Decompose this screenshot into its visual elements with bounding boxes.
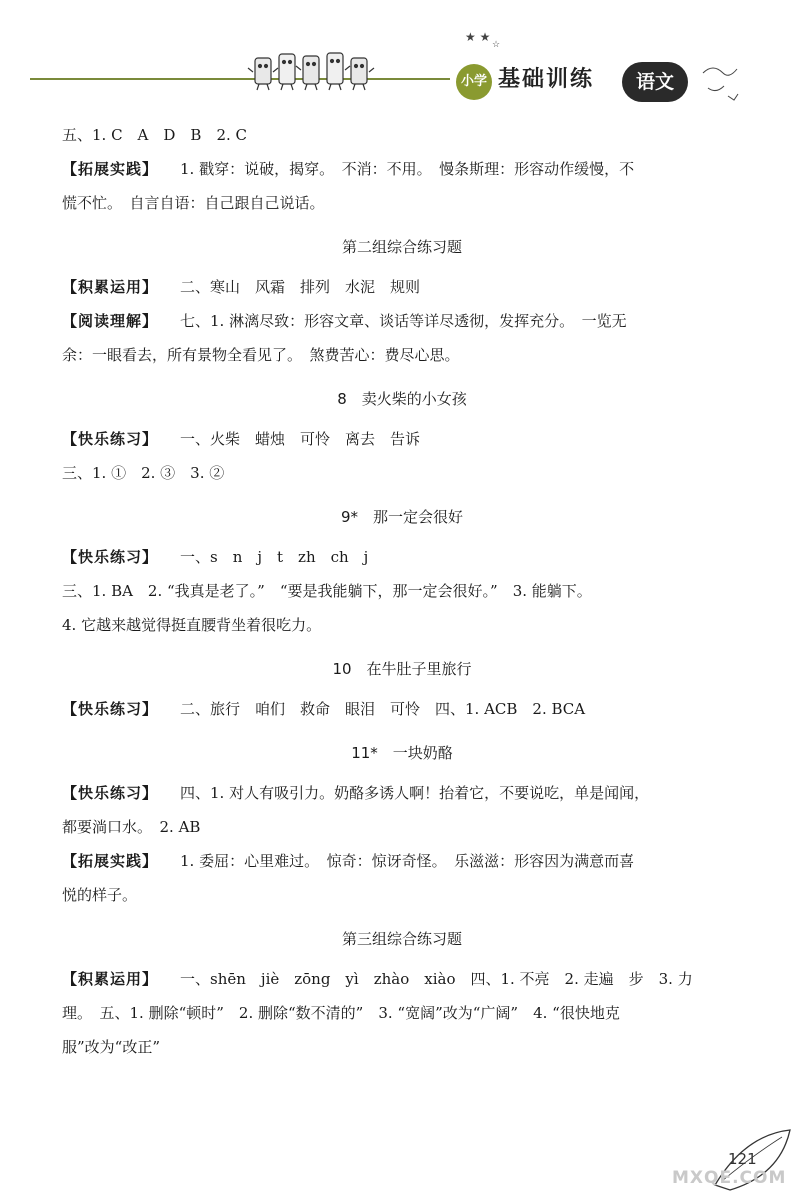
answer-line	[62, 186, 742, 220]
star-small-icon: ☆	[492, 40, 501, 50]
answer-text: 一、火柴 蜡烛 可怜 离去 告诉	[180, 430, 421, 448]
answer-line	[62, 608, 742, 642]
answer-line	[62, 456, 742, 490]
section-title: 9* 那一定会很好	[340, 508, 464, 526]
book-title: 基础训练	[498, 67, 595, 92]
answer-line	[62, 270, 742, 304]
answer-text: 五、1. C A D B 2. C	[62, 126, 247, 144]
answer-text: 一、shēn jiè zōng yì zhào xiào 四、1. 不亮 2. 走遍 步 3. 力	[180, 970, 693, 988]
section-title: 8 卖火柴的小女孩	[337, 390, 467, 408]
answer-key-content	[62, 118, 742, 1064]
exercise-label: 【积累运用】	[62, 970, 159, 988]
answer-text: 三、1. ① 2. ③ 3. ②	[62, 464, 225, 482]
section-title: 第三组综合练习题	[341, 930, 462, 948]
answer-text: 二、寒山 风霜 排列 水泥 规则	[180, 278, 421, 296]
answer-line	[62, 996, 742, 1030]
pencil-mascots-illustration	[245, 48, 385, 93]
answer-text: 七、1. 淋漓尽致：形容文章、谈话等详尽透彻，发挥充分。 一览无	[180, 312, 627, 330]
answer-text: 余：一眼看去，所有景物全看见了。 煞费苦心：费尽心思。	[62, 346, 460, 364]
answer-line	[62, 304, 742, 338]
exercise-label: 【积累运用】	[62, 278, 159, 296]
subject-badge: 语文	[622, 62, 688, 102]
exercise-label: 【拓展实践】	[62, 160, 159, 178]
star-icon: ★ ★	[465, 30, 491, 44]
exercise-label: 【快乐练习】	[62, 430, 159, 448]
header-rule	[30, 78, 450, 80]
answer-line	[62, 1030, 742, 1064]
answer-line	[62, 422, 742, 456]
level-badge: 小学	[456, 64, 492, 100]
page-header	[0, 0, 800, 115]
answer-line	[62, 540, 742, 574]
answer-text: 4. 它越来越觉得挺直腰背坐着很吃力。	[62, 616, 322, 634]
answer-line	[62, 574, 742, 608]
exercise-label: 【快乐练习】	[62, 548, 159, 566]
swirl-decoration-icon	[698, 58, 748, 108]
answer-text: 慌不忙。 自言自语：自己跟自己说话。	[62, 194, 325, 212]
answer-text: 理。 五、1. 删除“顿时” 2. 删除“数不清的” 3. “宽阔”改为“广阔” 4. “很快地克	[62, 1004, 620, 1022]
answer-text: 1. 委屈：心里难过。 惊奇：惊讶奇怪。 乐滋滋：形容因为满意而喜	[180, 852, 635, 870]
section-title: 10 在牛肚子里旅行	[332, 660, 472, 678]
answer-text: 四、1. 对人有吸引力。奶酪多诱人啊！抬着它，不要说吃，单是闻闻，	[180, 784, 650, 802]
answer-text: 二、旅行 咱们 救命 眼泪 可怜 四、1. ACB 2. BCA	[180, 700, 586, 718]
answer-text: 三、1. BA 2. “我真是老了。” “要是我能躺下，那一定会很好。” 3. 能躺下。	[62, 582, 592, 600]
answer-text: 都要淌口水。 2. AB	[62, 818, 201, 836]
section-title: 第二组综合练习题	[341, 238, 462, 256]
answer-line	[62, 338, 742, 372]
answer-line	[62, 118, 742, 152]
answer-text: 1. 戳穿：说破，揭穿。 不消：不用。 慢条斯理：形容动作缓慢，不	[180, 160, 635, 178]
watermark-text: MXQE.COM	[672, 1168, 787, 1188]
answer-line	[62, 962, 742, 996]
answer-line	[62, 152, 742, 186]
exercise-label: 【阅读理解】	[62, 312, 159, 330]
answer-line	[62, 844, 742, 878]
exercise-label: 【快乐练习】	[62, 784, 159, 802]
answer-line	[62, 878, 742, 912]
answer-text: 一、s n j t zh ch j	[180, 548, 369, 566]
exercise-label: 【拓展实践】	[62, 852, 159, 870]
answer-line	[62, 776, 742, 810]
exercise-label: 【快乐练习】	[62, 700, 159, 718]
answer-text: 服”改为“改正”	[62, 1038, 161, 1056]
answer-text: 悦的样子。	[62, 886, 138, 904]
answer-line	[62, 692, 742, 726]
answer-line	[62, 810, 742, 844]
section-title: 11* 一块奶酪	[351, 744, 453, 762]
page-number: 121	[728, 1150, 757, 1168]
